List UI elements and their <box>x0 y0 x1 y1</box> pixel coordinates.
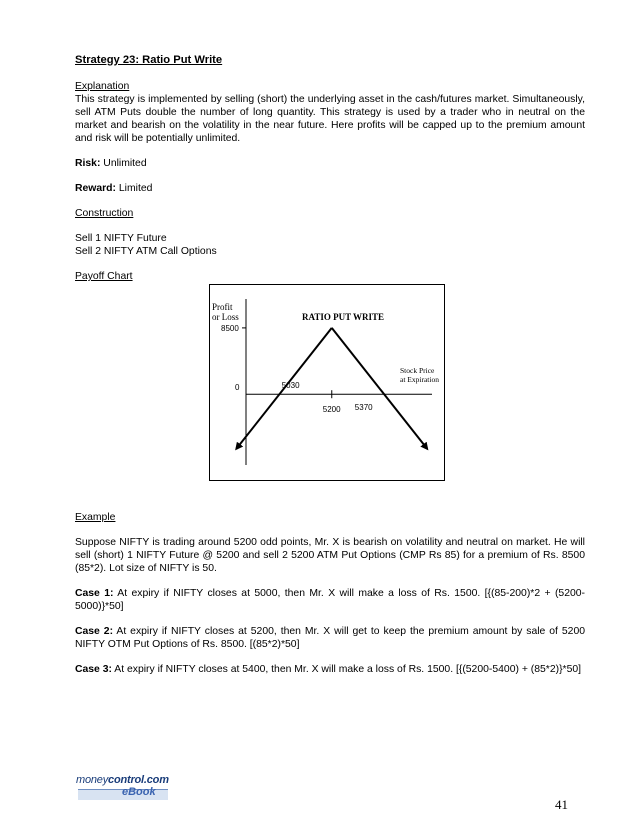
logo-part1: money <box>76 774 109 786</box>
risk-value: Unlimited <box>100 158 147 169</box>
explanation-paragraph: This strategy is implemented by selling (short) the underlying asset in the cash/futures market. Simultaneously, sell ATM Puts double the number of long quantity. This strategy is used by a trader who in neutral on the market and bearish on the volatility in the near future. Here profits will be capped up to the premium amount and risk will be potentially unlimited. <box>75 94 585 144</box>
chart-title: RATIO PUT WRITE <box>302 312 385 322</box>
x-label-line1: Stock Price <box>400 366 435 375</box>
x-tick-label-5200: 5200 <box>322 405 341 415</box>
y-label-line2: or Loss <box>212 312 239 322</box>
case-label: Case 2: <box>75 626 114 637</box>
page-number: 41 <box>555 797 568 812</box>
case-text: At expiry if NIFTY closes at 5000, then Mr. X will make a loss of Rs. 1500. [{(85-200)*2 + (5200-5000)}*50] <box>75 588 586 612</box>
x-tick-label-5370: 5370 <box>354 403 373 413</box>
x-tick-label-5030: 5030 <box>281 381 300 391</box>
risk-line <box>75 157 585 170</box>
logo-ebook: eBook <box>122 786 156 798</box>
moneycontrol-logo <box>76 774 176 804</box>
case-paragraph <box>75 587 585 613</box>
risk-label: Risk: <box>75 158 101 169</box>
payoff-lines <box>236 328 427 449</box>
logo-wordmark <box>76 774 169 786</box>
payoff-right-leg <box>332 328 427 449</box>
strategy-title: Strategy 23: Ratio Put Write <box>75 54 223 66</box>
case-paragraph <box>75 663 585 676</box>
construction-item: Sell 2 NIFTY ATM Call Options <box>75 246 217 257</box>
case-text: At expiry if NIFTY closes at 5400, then Mr. X will make a loss of Rs. 1500. [{(5200-5400) + (85*2)}*50] <box>111 664 582 675</box>
y-label-line1: Profit <box>212 302 233 312</box>
payoff-left-leg <box>236 328 331 449</box>
y-tick-label-8500: 8500 <box>221 323 239 333</box>
explanation-heading: Explanation <box>75 81 130 92</box>
case-text: At expiry if NIFTY closes at 5200, then Mr. X will get to keep the premium amount by sale of 5200 NIFTY OTM Put Options of Rs. 8500. [(85*2)*50] <box>75 626 585 650</box>
payoff-chart <box>209 284 445 481</box>
logo-part2: control.com <box>108 774 169 786</box>
case-label: Case 3: <box>75 664 112 675</box>
construction-item: Sell 1 NIFTY Future <box>75 233 167 244</box>
reward-line <box>75 182 585 195</box>
reward-value: Limited <box>116 183 153 194</box>
x-labels <box>282 381 373 414</box>
case-label: Case 1: <box>75 588 114 599</box>
x-label-line2: at Expiration <box>400 375 439 384</box>
payoff-chart-svg <box>210 285 444 480</box>
payoff-heading: Payoff Chart <box>75 271 133 282</box>
example-paragraph: Suppose NIFTY is trading around 5200 odd points, Mr. X is bearish on volatility and neutral on market. He will sell (short) 1 NIFTY Future @ 5200 and sell 2 5200 ATM Put Options (CMP Rs 85) for a premium of Rs. 8500 (85*2). Lot size of NIFTY is 50. <box>75 537 585 574</box>
example-heading: Example <box>75 512 116 523</box>
case-paragraph <box>75 625 585 651</box>
construction-heading: Construction <box>75 208 134 219</box>
reward-label: Reward: <box>75 183 116 194</box>
y-tick-label-zero: 0 <box>235 383 240 393</box>
